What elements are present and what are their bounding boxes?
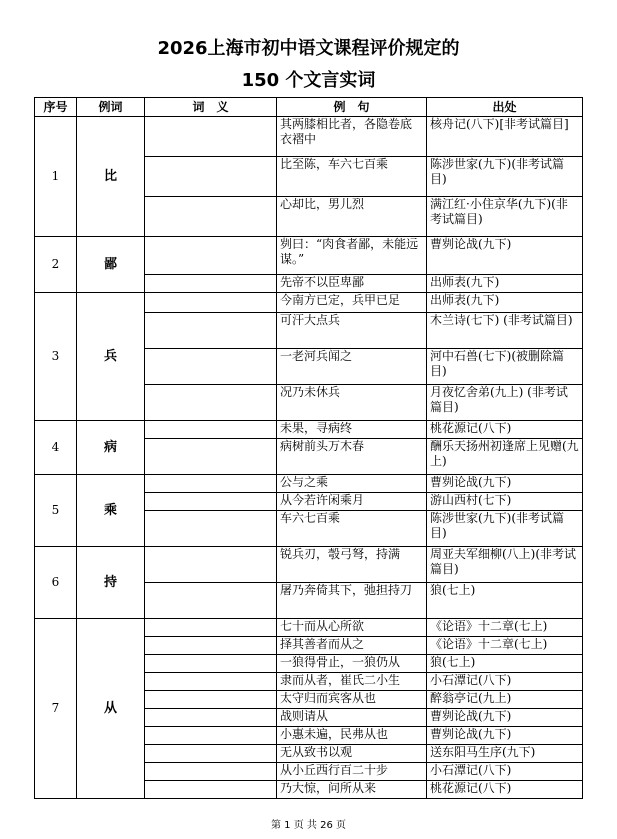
word-meaning-cell: [145, 237, 277, 275]
example-sentence: 隶而从者，崔氏二小生: [277, 673, 427, 691]
document-title-line-2: 150 个文言实词: [241, 70, 376, 91]
table-row: [35, 421, 583, 439]
source-text: 小石潭记(八下): [427, 673, 583, 691]
header-example: 例 句: [277, 98, 427, 117]
source-text: 周亚夫军细柳(八上)(非考试篇目): [427, 547, 583, 583]
source-text: 出师表(九下): [427, 275, 583, 293]
table-body: [35, 117, 583, 799]
vocabulary-table: [34, 97, 583, 799]
example-sentence: 太守归而宾客从也: [277, 691, 427, 709]
word-meaning-cell: [145, 745, 277, 763]
example-sentence: 小惠未遍，民弗从也: [277, 727, 427, 745]
source-text: 核舟记(八下)[非考试篇目]: [427, 117, 583, 157]
word-meaning-cell: [145, 421, 277, 439]
example-word: 鄙: [77, 237, 145, 293]
example-sentence: 刿曰：“肉食者鄙，未能远谋。”: [277, 237, 427, 275]
source-text: 狼(七上): [427, 583, 583, 619]
example-sentence: 未果，寻病终: [277, 421, 427, 439]
example-sentence: 心却比，男儿烈: [277, 197, 427, 237]
word-meaning-cell: [145, 547, 277, 583]
table-header-row: [35, 98, 583, 117]
word-meaning-cell: [145, 439, 277, 475]
row-index: 4: [35, 421, 77, 475]
example-sentence: 一狼得骨止，一狼仍从: [277, 655, 427, 673]
table-row: [35, 619, 583, 637]
word-meaning-cell: [145, 727, 277, 745]
word-meaning-cell: [145, 583, 277, 619]
source-text: 酬乐天扬州初逢席上见赠(九上): [427, 439, 583, 475]
source-text: 曹刿论战(九下): [427, 237, 583, 275]
word-meaning-cell: [145, 763, 277, 781]
table-row: [35, 237, 583, 275]
word-meaning-cell: [145, 117, 277, 157]
row-index: 5: [35, 475, 77, 547]
example-word: 兵: [77, 293, 145, 421]
row-index: 1: [35, 117, 77, 237]
example-sentence: 战则请从: [277, 709, 427, 727]
word-meaning-cell: [145, 385, 277, 421]
source-text: 狼(七上): [427, 655, 583, 673]
source-text: 曹刿论战(九下): [427, 475, 583, 493]
example-sentence: 一老河兵闻之: [277, 349, 427, 385]
example-sentence: 况乃未休兵: [277, 385, 427, 421]
example-sentence: 比至陈，车六七百乘: [277, 157, 427, 197]
source-text: 小石潭记(八下): [427, 763, 583, 781]
source-text: 送东阳马生序(九下): [427, 745, 583, 763]
example-sentence: 病树前头万木春: [277, 439, 427, 475]
source-text: 桃花源记(八下): [427, 421, 583, 439]
table-row: [35, 475, 583, 493]
example-sentence: 七十而从心所欲: [277, 619, 427, 637]
example-sentence: 无从致书以观: [277, 745, 427, 763]
header-source: 出处: [427, 98, 583, 117]
word-meaning-cell: [145, 349, 277, 385]
table-row: [35, 293, 583, 313]
word-meaning-cell: [145, 475, 277, 493]
word-meaning-cell: [145, 673, 277, 691]
source-text: 月夜忆舍弟(九上) (非考试篇目): [427, 385, 583, 421]
row-index: 6: [35, 547, 77, 619]
header-word: 例词: [77, 98, 145, 117]
word-meaning-cell: [145, 619, 277, 637]
source-text: 桃花源记(八下): [427, 781, 583, 799]
source-text: 《论语》十二章(七上): [427, 619, 583, 637]
table-row: [35, 547, 583, 583]
example-word: 比: [77, 117, 145, 237]
word-meaning-cell: [145, 637, 277, 655]
source-text: 《论语》十二章(七上): [427, 637, 583, 655]
example-sentence: 乃大惊，问所从来: [277, 781, 427, 799]
example-word: 乘: [77, 475, 145, 547]
example-sentence: 其两膝相比者，各隐卷底衣褶中: [277, 117, 427, 157]
example-sentence: 屠乃奔倚其下，弛担持刀: [277, 583, 427, 619]
source-text: 陈涉世家(九下)(非考试篇目): [427, 511, 583, 547]
source-text: 游山西村(七下): [427, 493, 583, 511]
header-index: 序号: [35, 98, 77, 117]
example-sentence: 锐兵刃，彀弓弩，持满: [277, 547, 427, 583]
source-text: 曹刿论战(九下): [427, 709, 583, 727]
word-meaning-cell: [145, 781, 277, 799]
word-meaning-cell: [145, 157, 277, 197]
word-meaning-cell: [145, 313, 277, 349]
example-word: 持: [77, 547, 145, 619]
word-meaning-cell: [145, 709, 277, 727]
example-sentence: 车六七百乘: [277, 511, 427, 547]
document-title-line-1: 2026上海市初中语文课程评价规定的: [157, 38, 460, 59]
source-text: 满江红·小住京华(九下)(非考试篇目): [427, 197, 583, 237]
example-sentence: 先帝不以臣卑鄙: [277, 275, 427, 293]
example-sentence: 从今若许闲乘月: [277, 493, 427, 511]
example-word: 从: [77, 619, 145, 799]
word-meaning-cell: [145, 493, 277, 511]
source-text: 河中石兽(七下)(被删除篇目): [427, 349, 583, 385]
source-text: 醉翁亭记(九上): [427, 691, 583, 709]
source-text: 木兰诗(七下) (非考试篇目): [427, 313, 583, 349]
example-word: 病: [77, 421, 145, 475]
example-sentence: 从小丘西行百二十步: [277, 763, 427, 781]
word-meaning-cell: [145, 197, 277, 237]
word-meaning-cell: [145, 691, 277, 709]
example-sentence: 可汗大点兵: [277, 313, 427, 349]
word-meaning-cell: [145, 293, 277, 313]
example-sentence: 公与之乘: [277, 475, 427, 493]
source-text: 陈涉世家(九下)(非考试篇目): [427, 157, 583, 197]
row-index: 3: [35, 293, 77, 421]
word-meaning-cell: [145, 275, 277, 293]
example-sentence: 今南方已定，兵甲已足: [277, 293, 427, 313]
word-meaning-cell: [145, 655, 277, 673]
source-text: 出师表(九下): [427, 293, 583, 313]
page-footer: 第 1 页 共 26 页: [271, 820, 346, 831]
example-sentence: 择其善者而从之: [277, 637, 427, 655]
row-index: 7: [35, 619, 77, 799]
source-text: 曹刿论战(九下): [427, 727, 583, 745]
header-meaning: 词 义: [145, 98, 277, 117]
word-meaning-cell: [145, 511, 277, 547]
table-row: [35, 117, 583, 157]
row-index: 2: [35, 237, 77, 293]
